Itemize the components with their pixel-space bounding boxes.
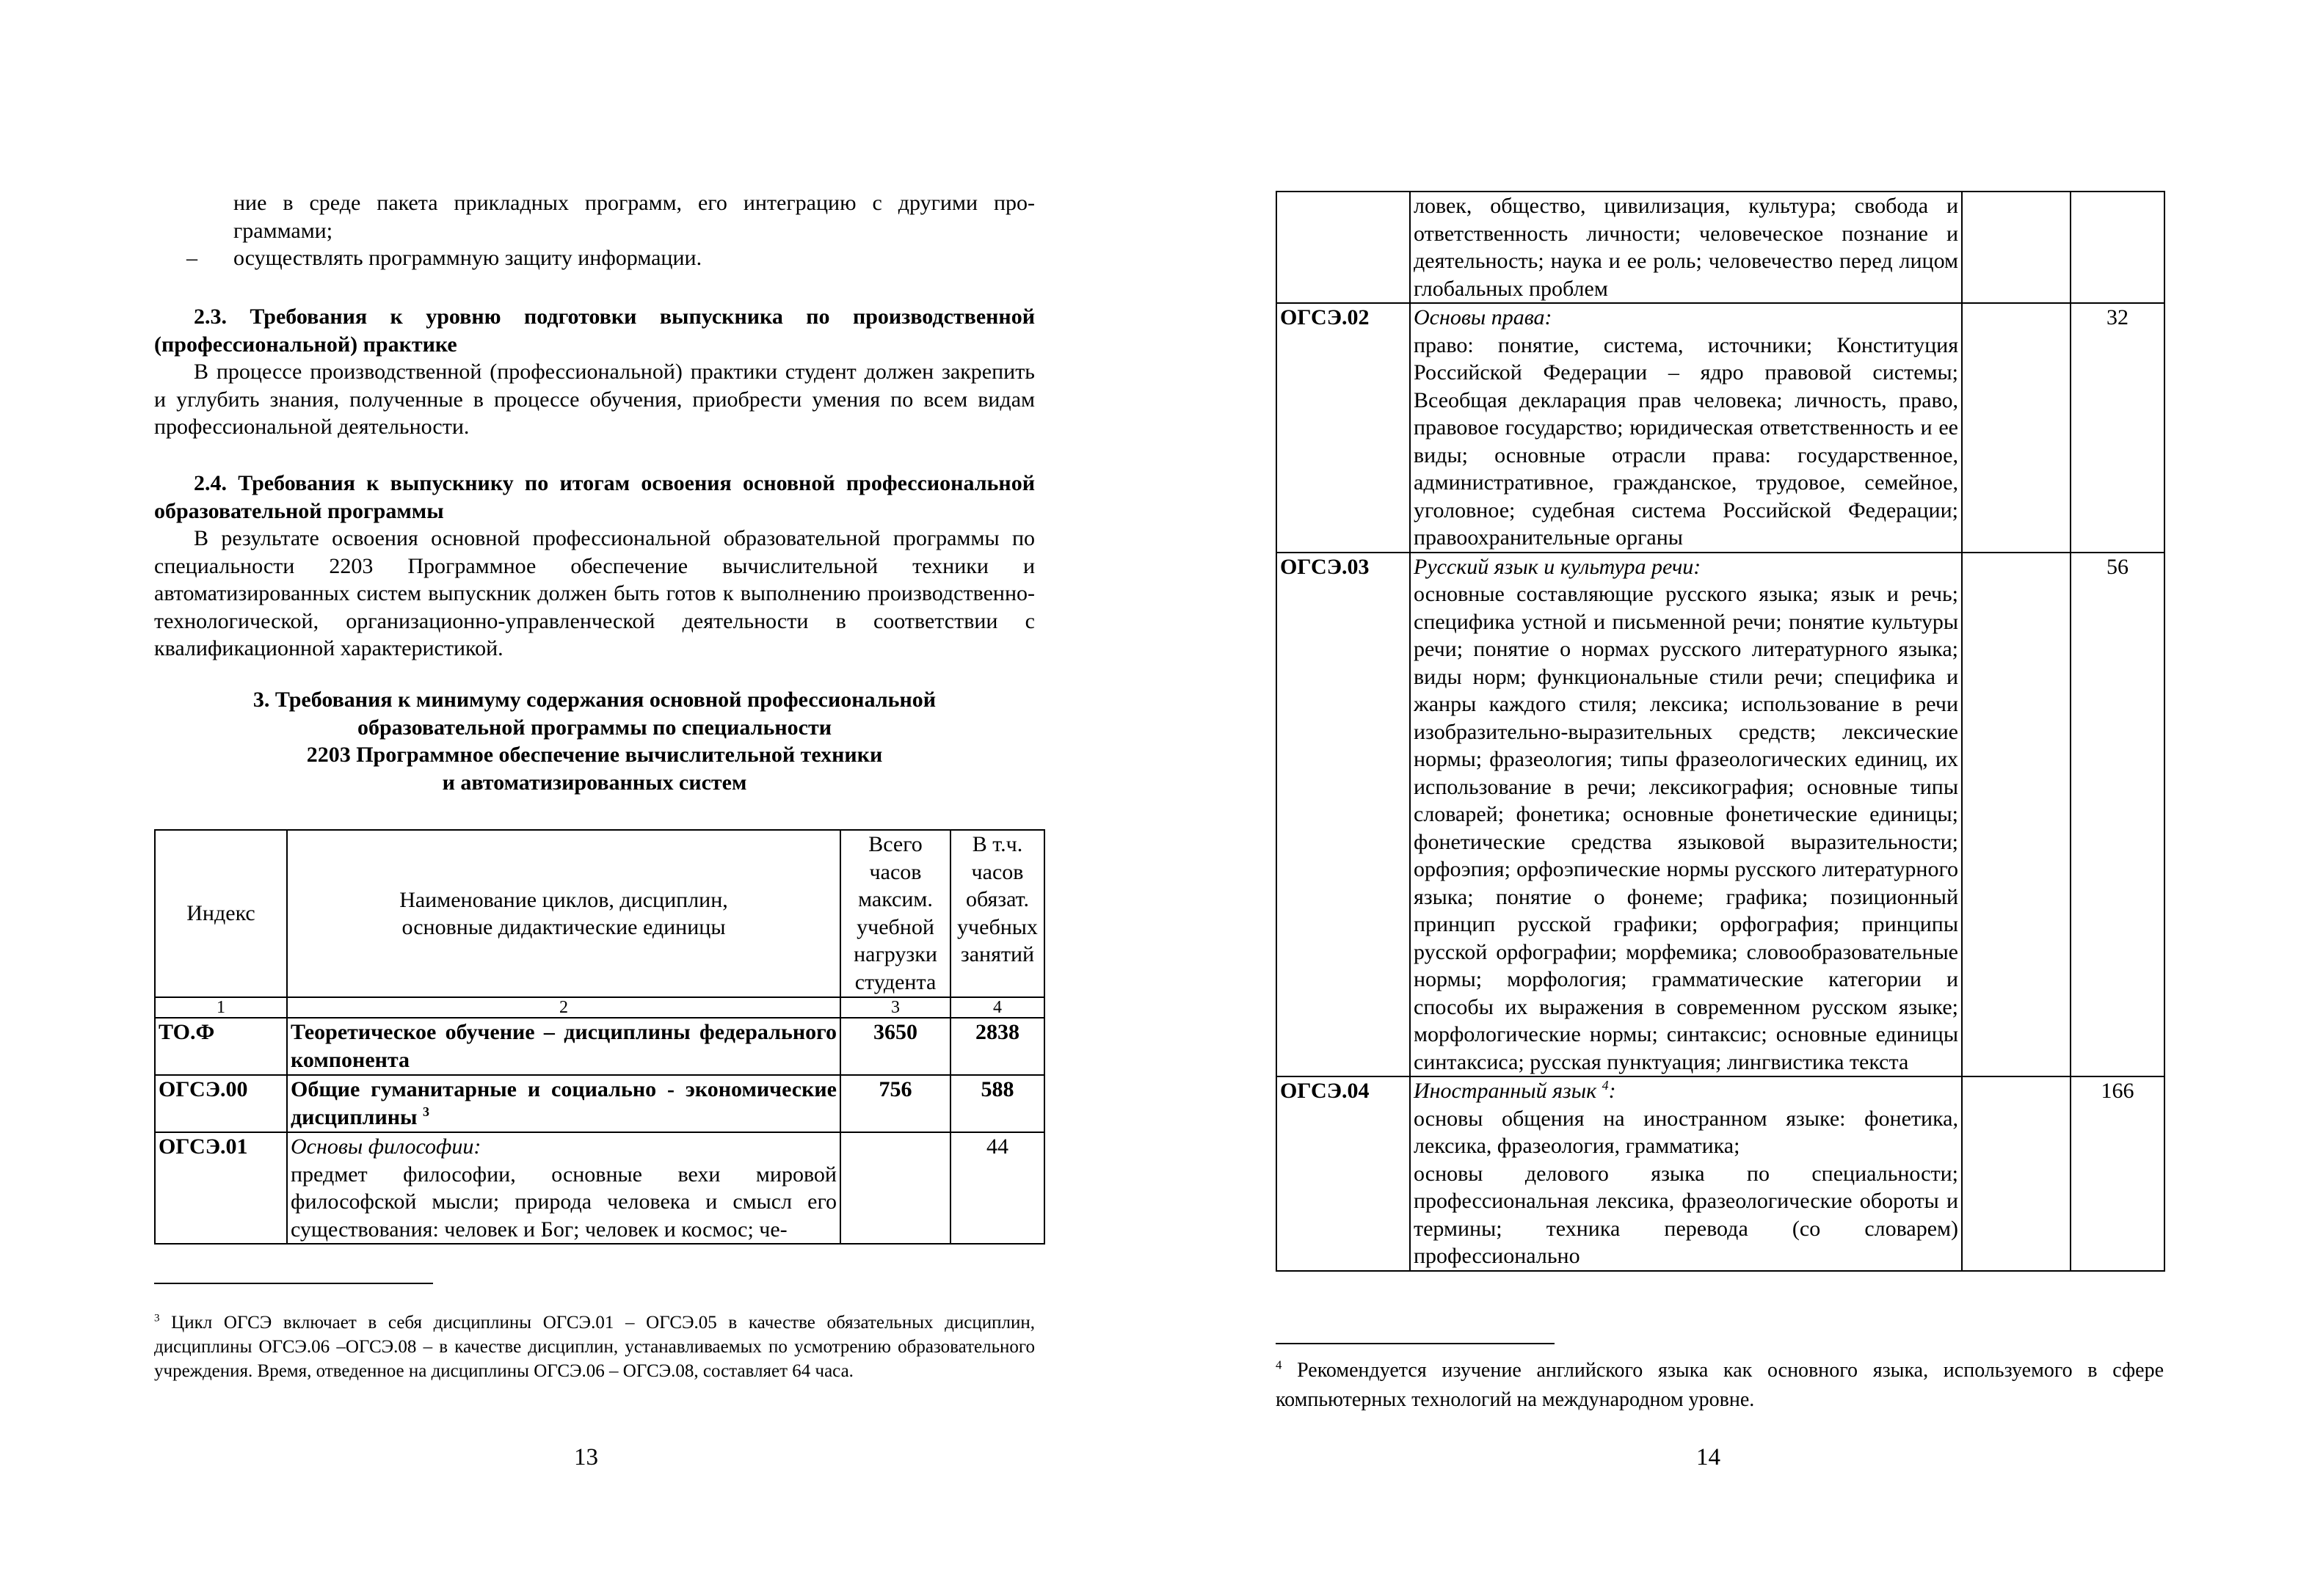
discipline-content: основы общения на иностранном языке: фонетика, лексика, фразеология, грамматика;	[1414, 1106, 1958, 1158]
section-3-title-line-2: образовательной программы по специальности	[357, 715, 832, 740]
bullet-dash: –	[186, 246, 197, 270]
page-number: 13	[574, 1444, 598, 1471]
discipline-title: Основы философии:	[291, 1134, 481, 1159]
bullet-text: осуществлять программную защиту информации.	[233, 246, 702, 270]
section-2-4-title: 2.4. Требования к выпускнику по итогам освоения основной профессиональной образовательной программы	[154, 471, 1035, 523]
row-total	[1962, 192, 2071, 303]
discipline-title: Основы права:	[1414, 305, 1552, 329]
discipline-content: основные составляющие русского языка; язык и речь; специфика устной и письменной речи; понятие культуры речи; понятие о нормах русского литературного языка; виды норм; функциональные стили речи; специфика и жанры каждого стиля; лексика; использование в речи изобразительно-выразительных средств; лексические нормы; фразеология; типы фразеологических единиц, их использование в речи; лексикография; основные типы словарей; фонетика; основные фонетические единицы; фонетические средства языковой выразительности; орфоэпия; орфоэпические нормы русского литературного языка; понятие о фонеме; графика; позиционный принцип русской графики; орфография; принципы русской орфографии; морфемика; словообразовательные нормы; морфология; грамматические категории и способы их выражения в современном русском языке; морфологические нормы; синтаксис; основные единицы синтаксиса; русская пунктуация; лингвистика текста	[1414, 582, 1958, 1074]
row-index: ОГСЭ.01	[155, 1132, 287, 1244]
row-index: ОГСЭ.03	[1276, 553, 1410, 1077]
header-required: В т.ч. часов обязат. учебных занятий	[950, 830, 1044, 997]
section-2-3	[154, 303, 1035, 441]
section-2-3-body: В процессе производственной (профессиональной) практики студент должен закрепить и углубить знания, полученные в процессе обучения, приобрести умения по всем видам профессиональной деятельности.	[154, 360, 1035, 439]
discipline-title: Русский язык и культура речи:	[1414, 554, 1701, 579]
table-row	[155, 1075, 1044, 1132]
table-header-row	[155, 830, 1044, 997]
footnote-text: Рекомендуется изучение английского языка как основного языка, используемого в сфере компьютерных технологий на международном уровне.	[1276, 1359, 2164, 1411]
section-3-title-line-3: 2203 Программное обеспечение вычислительной техники	[306, 743, 883, 767]
footnote-mark: 4	[1276, 1358, 1282, 1372]
col-num-4: 4	[950, 997, 1044, 1018]
row-index: ОГСЭ.04	[1276, 1076, 1410, 1271]
row-required: 44	[950, 1132, 1044, 1244]
row-total	[1962, 553, 2071, 1077]
discipline-content-2: основы делового языка по специальности; профессиональная лексика, фразеологические обороты и термины; техника перевода (со словарем) профессионально	[1414, 1161, 1958, 1268]
discipline-title-text: Иностранный язык	[1414, 1079, 1597, 1103]
row-required: 56	[2071, 553, 2164, 1077]
section-2-4-body: В результате освоения основной профессиональной образовательной программы по специальности 2203 Программное обеспечение вычислительной техники и автоматизированных систем выпускник должен быть готов к выполнению производственно-технологической, организационно-управленческой деятельности в соответствии с квалификационной характеристикой.	[154, 526, 1035, 660]
discipline-content: право: понятие, система, источники; Конституция Российской Федерации – ядро правовой системы; Всеобщая декларация прав человека; личность, право, правовое государство; юридическая ответственность и ее виды; основные отрасли права: государственное, административное, гражданское, трудовое, семейное, уголовное; судебная система Российской Федерации; правоохранительные органы	[1414, 332, 1958, 550]
header-name: Наименование циклов, дисциплин, основные дидактические единицы	[287, 830, 840, 997]
row-name	[1410, 303, 1962, 553]
col-num-1: 1	[155, 997, 287, 1018]
row-name	[1410, 553, 1962, 1077]
footnote-4	[1276, 1356, 2164, 1415]
col-num-2: 2	[287, 997, 840, 1018]
section-3-title-line-4: и автоматизированных систем	[442, 770, 747, 795]
table-row	[155, 1018, 1044, 1075]
row-required: 588	[950, 1075, 1044, 1132]
row-total	[840, 1132, 950, 1244]
row-name: ловек, общество, цивилизация, культура; свобода и ответственность личности; человеческое познание и деятельность; наука и ее роль; человечество перед лицом глобальных проблем	[1410, 192, 1962, 303]
intro-continuation	[186, 189, 1035, 272]
col-num-3: 3	[840, 997, 950, 1018]
discipline-title-colon: :	[1608, 1079, 1616, 1103]
row-name	[287, 1132, 840, 1244]
right-page	[1156, 0, 2312, 1596]
footnote-separator	[1276, 1343, 1555, 1344]
header-total: Всего часов максим. учебной нагрузки студента	[840, 830, 950, 997]
table-row	[1276, 553, 2164, 1077]
footnote-text: Цикл ОГСЭ включает в себя дисциплины ОГСЭ.01 – ОГСЭ.05 в качестве обязательных дисциплин, дисциплины ОГСЭ.06 –ОГСЭ.08 – в качестве дисциплин, устанавливаемых по усмотрению образовательного учреждения. Время, отведенное на дисциплины ОГСЭ.06 – ОГСЭ.08, составляет 64 часа.	[154, 1313, 1035, 1381]
table-row	[1276, 192, 2164, 303]
bullet-item	[186, 244, 1035, 272]
row-index: ТО.Ф	[155, 1018, 287, 1075]
page-number: 14	[1696, 1444, 1720, 1471]
intro-line-2: граммами;	[233, 218, 333, 243]
row-index	[1276, 192, 1410, 303]
row-required	[2071, 192, 2164, 303]
row-total	[1962, 303, 2071, 553]
row-total	[1962, 1076, 2071, 1271]
table-row	[1276, 1076, 2164, 1271]
row-total: 756	[840, 1075, 950, 1132]
section-2-3-title: 2.3. Требования к уровню подготовки выпускника по производственной (профессиональной) практике	[154, 305, 1035, 357]
row-index: ОГСЭ.02	[1276, 303, 1410, 553]
section-3-title-line-1: 3. Требования к минимуму содержания основной профессиональной	[252, 688, 937, 712]
row-index: ОГСЭ.00	[155, 1075, 287, 1132]
row-name-text: Общие гуманитарные и социально - экономические дисциплины	[291, 1077, 837, 1129]
row-name	[287, 1075, 840, 1132]
table-row	[155, 1132, 1044, 1244]
discipline-content: предмет философии, основные вехи мировой философской мысли; природа человека и смысл его существования: человек и Бог; человек и космос; че-	[291, 1162, 837, 1242]
section-3-title	[154, 686, 1035, 796]
row-required: 32	[2071, 303, 2164, 553]
row-required: 2838	[950, 1018, 1044, 1075]
footnote-ref-4: 4	[1602, 1078, 1609, 1093]
footnote-3	[154, 1311, 1035, 1383]
column-number-row	[155, 997, 1044, 1018]
curriculum-table-right	[1276, 191, 2165, 1272]
intro-line-1: ние в среде пакета прикладных программ, его интеграцию с другими про-	[233, 191, 1035, 215]
footnote-ref-3: 3	[422, 1104, 429, 1119]
footnote-mark: 3	[154, 1312, 160, 1324]
curriculum-table-left	[154, 829, 1045, 1245]
discipline-title	[1414, 1077, 1958, 1105]
row-total: 3650	[840, 1018, 950, 1075]
row-name: Теоретическое обучение – дисциплины федерального компонента	[287, 1018, 840, 1075]
footnote-separator	[154, 1283, 433, 1284]
header-index: Индекс	[155, 830, 287, 997]
row-name	[1410, 1076, 1962, 1271]
row-required: 166	[2071, 1076, 2164, 1271]
table-row	[1276, 303, 2164, 553]
section-2-4	[154, 470, 1035, 663]
